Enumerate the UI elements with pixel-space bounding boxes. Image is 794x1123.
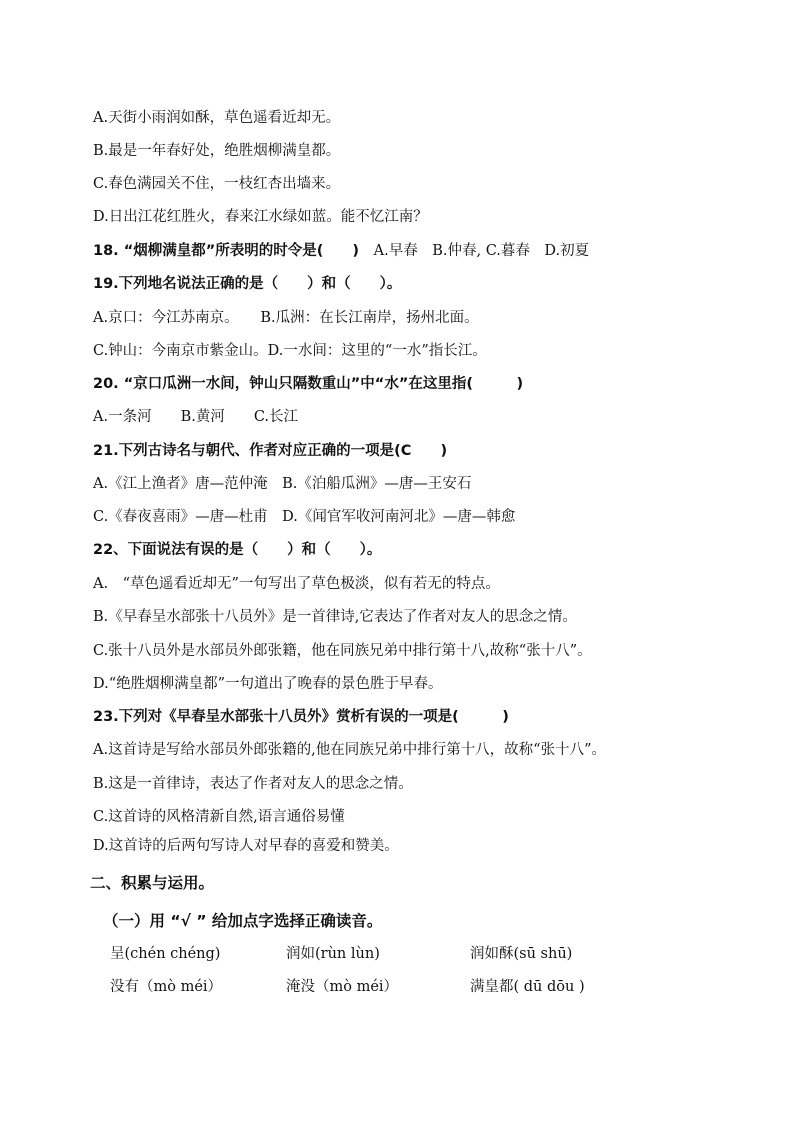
q19-options-row-2: C.钟山：今南京市紫金山。D.一水间：这里的“一水”指长江。 bbox=[93, 343, 487, 359]
q22-option-d: D.“绝胜烟柳满皇都”一句道出了晚春的景色胜于早春。 bbox=[93, 676, 443, 692]
q18-options: A.早春 B.仲春, C.暮春 D.初夏 bbox=[373, 243, 590, 259]
q23-option-a: A.这首诗是写给水部员外郎张籍的,他在同族兄弟中排行第十八，故称“张十八”。 bbox=[93, 742, 607, 758]
section-2-title: 二、积累与运用。 bbox=[90, 874, 215, 892]
q21-stem: 21.下列古诗名与朝代、作者对应正确的一项是(C ) bbox=[93, 443, 448, 459]
q23-option-d: D.这首诗的后两句写诗人对早春的喜爱和赞美。 bbox=[93, 838, 399, 854]
q22-stem: 22、下面说法有误的是（ ）和（ ）。 bbox=[93, 542, 382, 558]
pinyin-item: 没有（mò méi） bbox=[110, 979, 223, 995]
q17-option-b: B.最是一年春好处，绝胜烟柳满皇都。 bbox=[93, 143, 341, 159]
q17-option-a: A.天街小雨润如酥，草色遥看近却无。 bbox=[93, 110, 341, 126]
pinyin-item: 润如(rùn lùn) bbox=[286, 946, 380, 962]
q21-options-row-2: C.《春夜喜雨》—唐—杜甫 D.《闻官军收河南河北》—唐—韩愈 bbox=[93, 509, 516, 525]
q22-option-b: B.《早春呈水部张十八员外》是一首律诗,它表达了作者对友人的思念之情。 bbox=[93, 609, 577, 625]
section-2-subheading: （一）用 “√ ” 给加点字选择正确读音。 bbox=[103, 912, 383, 930]
q20-stem: 20. “京口瓜洲一水间，钟山只隔数重山”中“水”在这里指( ) bbox=[93, 376, 524, 392]
q18-stem: 18. “烟柳满皇都”所表明的时令是( ) bbox=[93, 243, 360, 259]
q20-options: A.一条河 B.黄河 C.长江 bbox=[93, 409, 299, 425]
q19-options-row-1: A.京口：今江苏南京。 B.瓜洲：在长江南岸，扬州北面。 bbox=[93, 310, 479, 326]
q22-option-a: A. “草色遥看近却无”一句写出了草色极淡，似有若无的特点。 bbox=[93, 576, 500, 592]
pinyin-item: 淹没（mò méi） bbox=[286, 979, 399, 995]
pinyin-item: 润如酥(sū shū) bbox=[470, 946, 573, 962]
q17-option-d: D.日出江花红胜火，春来江水绿如蓝。能不忆江南？ bbox=[93, 209, 428, 225]
pinyin-item: 满皇都( dū dōu ) bbox=[470, 979, 585, 995]
q23-option-b: B.这是一首律诗，表达了作者对友人的思念之情。 bbox=[93, 776, 413, 792]
q23-option-c: C.这首诗的风格清新自然,语言通俗易懂 bbox=[93, 809, 345, 825]
q22-option-c: C.张十八员外是水部员外郎张籍，他在同族兄弟中排行第十八,故称“张十八”。 bbox=[93, 643, 592, 659]
pinyin-item: 呈(chén chéng) bbox=[110, 946, 221, 962]
q17-option-c: C.春色满园关不住，一枝红杏出墙来。 bbox=[93, 176, 341, 192]
q19-stem: 19.下列地名说法正确的是（ ）和（ ）。 bbox=[93, 276, 402, 292]
q21-options-row-1: A.《江上渔者》唐—范仲淹 B.《泊船瓜洲》—唐—王安石 bbox=[93, 476, 472, 492]
q23-stem: 23.下列对《早春呈水部张十八员外》赏析有误的一项是( ) bbox=[93, 709, 509, 725]
